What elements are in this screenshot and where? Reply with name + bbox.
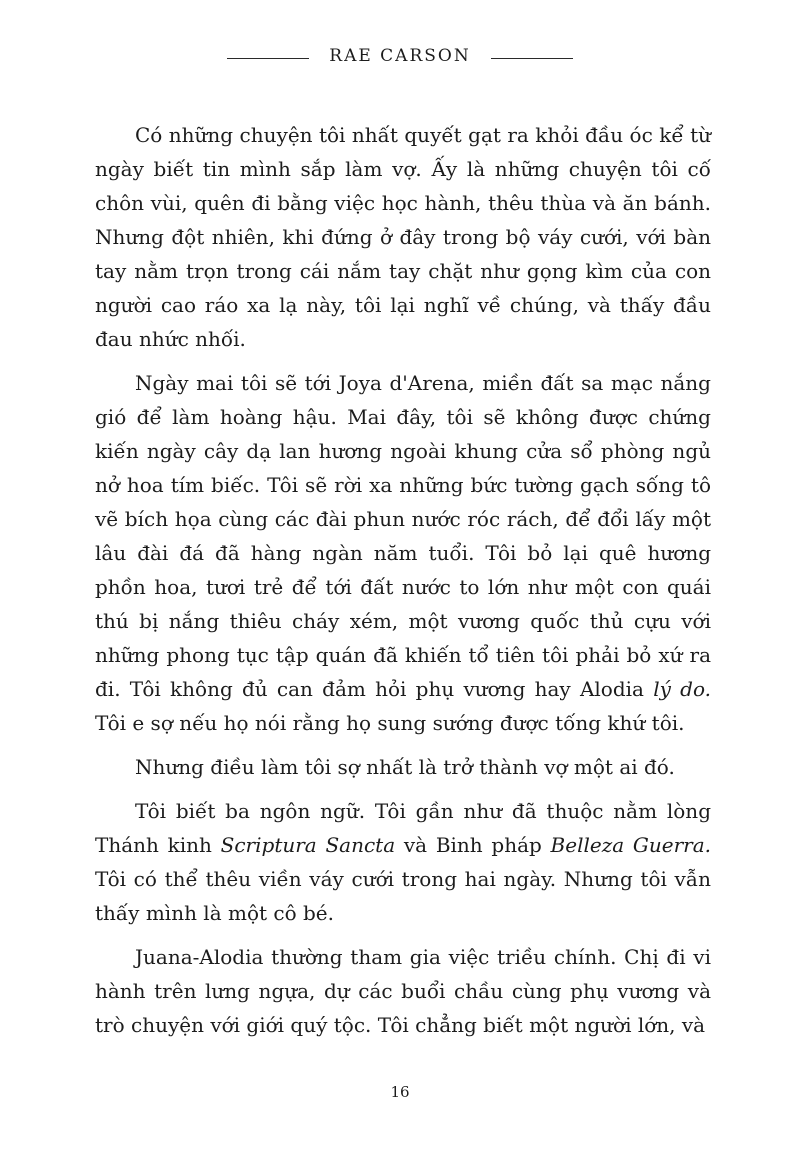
decorative-rule-left [227,58,309,59]
italic-text-segment: lý do. [653,677,712,701]
text-segment: Tôi e sợ nếu họ nói rằng họ sung sướng được tống khứ tôi. [95,711,685,735]
paragraph [95,940,711,1042]
paragraph [95,750,711,784]
text-segment: Tôi biết ba ngôn ngữ. Tôi gần như đã thuộc nằm lòng Thánh kinh [95,799,711,857]
author-name: RAE CARSON [329,46,471,66]
text-segment: và Binh pháp [395,833,551,857]
text-segment: Tôi có thể thêu viền váy cưới trong hai ngày. Nhưng tôi vẫn thấy mình là một cô bé. [95,867,711,925]
page-number: 16 [390,1083,410,1101]
italic-text-segment: Belleza Guerra. [550,833,711,857]
decorative-rule-right [491,58,573,59]
text-segment: Nhưng điều làm tôi sợ nhất là trở thành vợ một ai đó. [135,755,675,779]
paragraph [95,366,711,740]
text-block [95,118,711,1052]
paragraph [95,118,711,356]
text-segment: Ngày mai tôi sẽ tới Joya d'Arena, miền đất sa mạc nắng gió để làm hoàng hậu. Mai đây, tôi sẽ không được chứng kiến ngày cây dạ lan hương ngoài khung cửa sổ phòng ngủ nở hoa tím biếc. Tôi sẽ rời xa những bức tường gạch sống tô vẽ bích họa cùng các đài phun nước róc rách, để đổi lấy một lâu đài đá đã hàng ngàn năm tuổi. Tôi bỏ lại quê hương phồn hoa, tươi trẻ để tới đất nước to lớn như một con quái thú bị nắng thiêu cháy xém, một vương quốc thủ cựu với những phong tục tập quán đã khiến tổ tiên tôi phải bỏ xứ ra đi. Tôi không đủ can đảm hỏi phụ vương hay Alodia [95,371,711,701]
text-segment: Juana-Alodia thường tham gia việc triều chính. Chị đi vi hành trên lưng ngựa, dự các buổi chầu cùng phụ vương và trò chuyện với giới quý tộc. Tôi chẳng biết một người lớn, và [95,945,711,1037]
page-header [0,46,800,66]
text-segment: Có những chuyện tôi nhất quyết gạt ra khỏi đầu óc kể từ ngày biết tin mình sắp làm vợ. Ấy là những chuyện tôi cố chôn vùi, quên đi bằng việc học hành, thêu thùa và ăn bánh. Nhưng đột nhiên, khi đứng ở đây trong bộ váy cưới, với bàn tay nằm trọn trong cái nắm tay chặt như gọng kìm của con người cao ráo xa lạ này, tôi lại nghĩ về chúng, và thấy đầu đau nhức nhối. [95,123,711,351]
italic-text-segment: Scriptura Sancta [220,833,396,857]
paragraph [95,794,711,930]
